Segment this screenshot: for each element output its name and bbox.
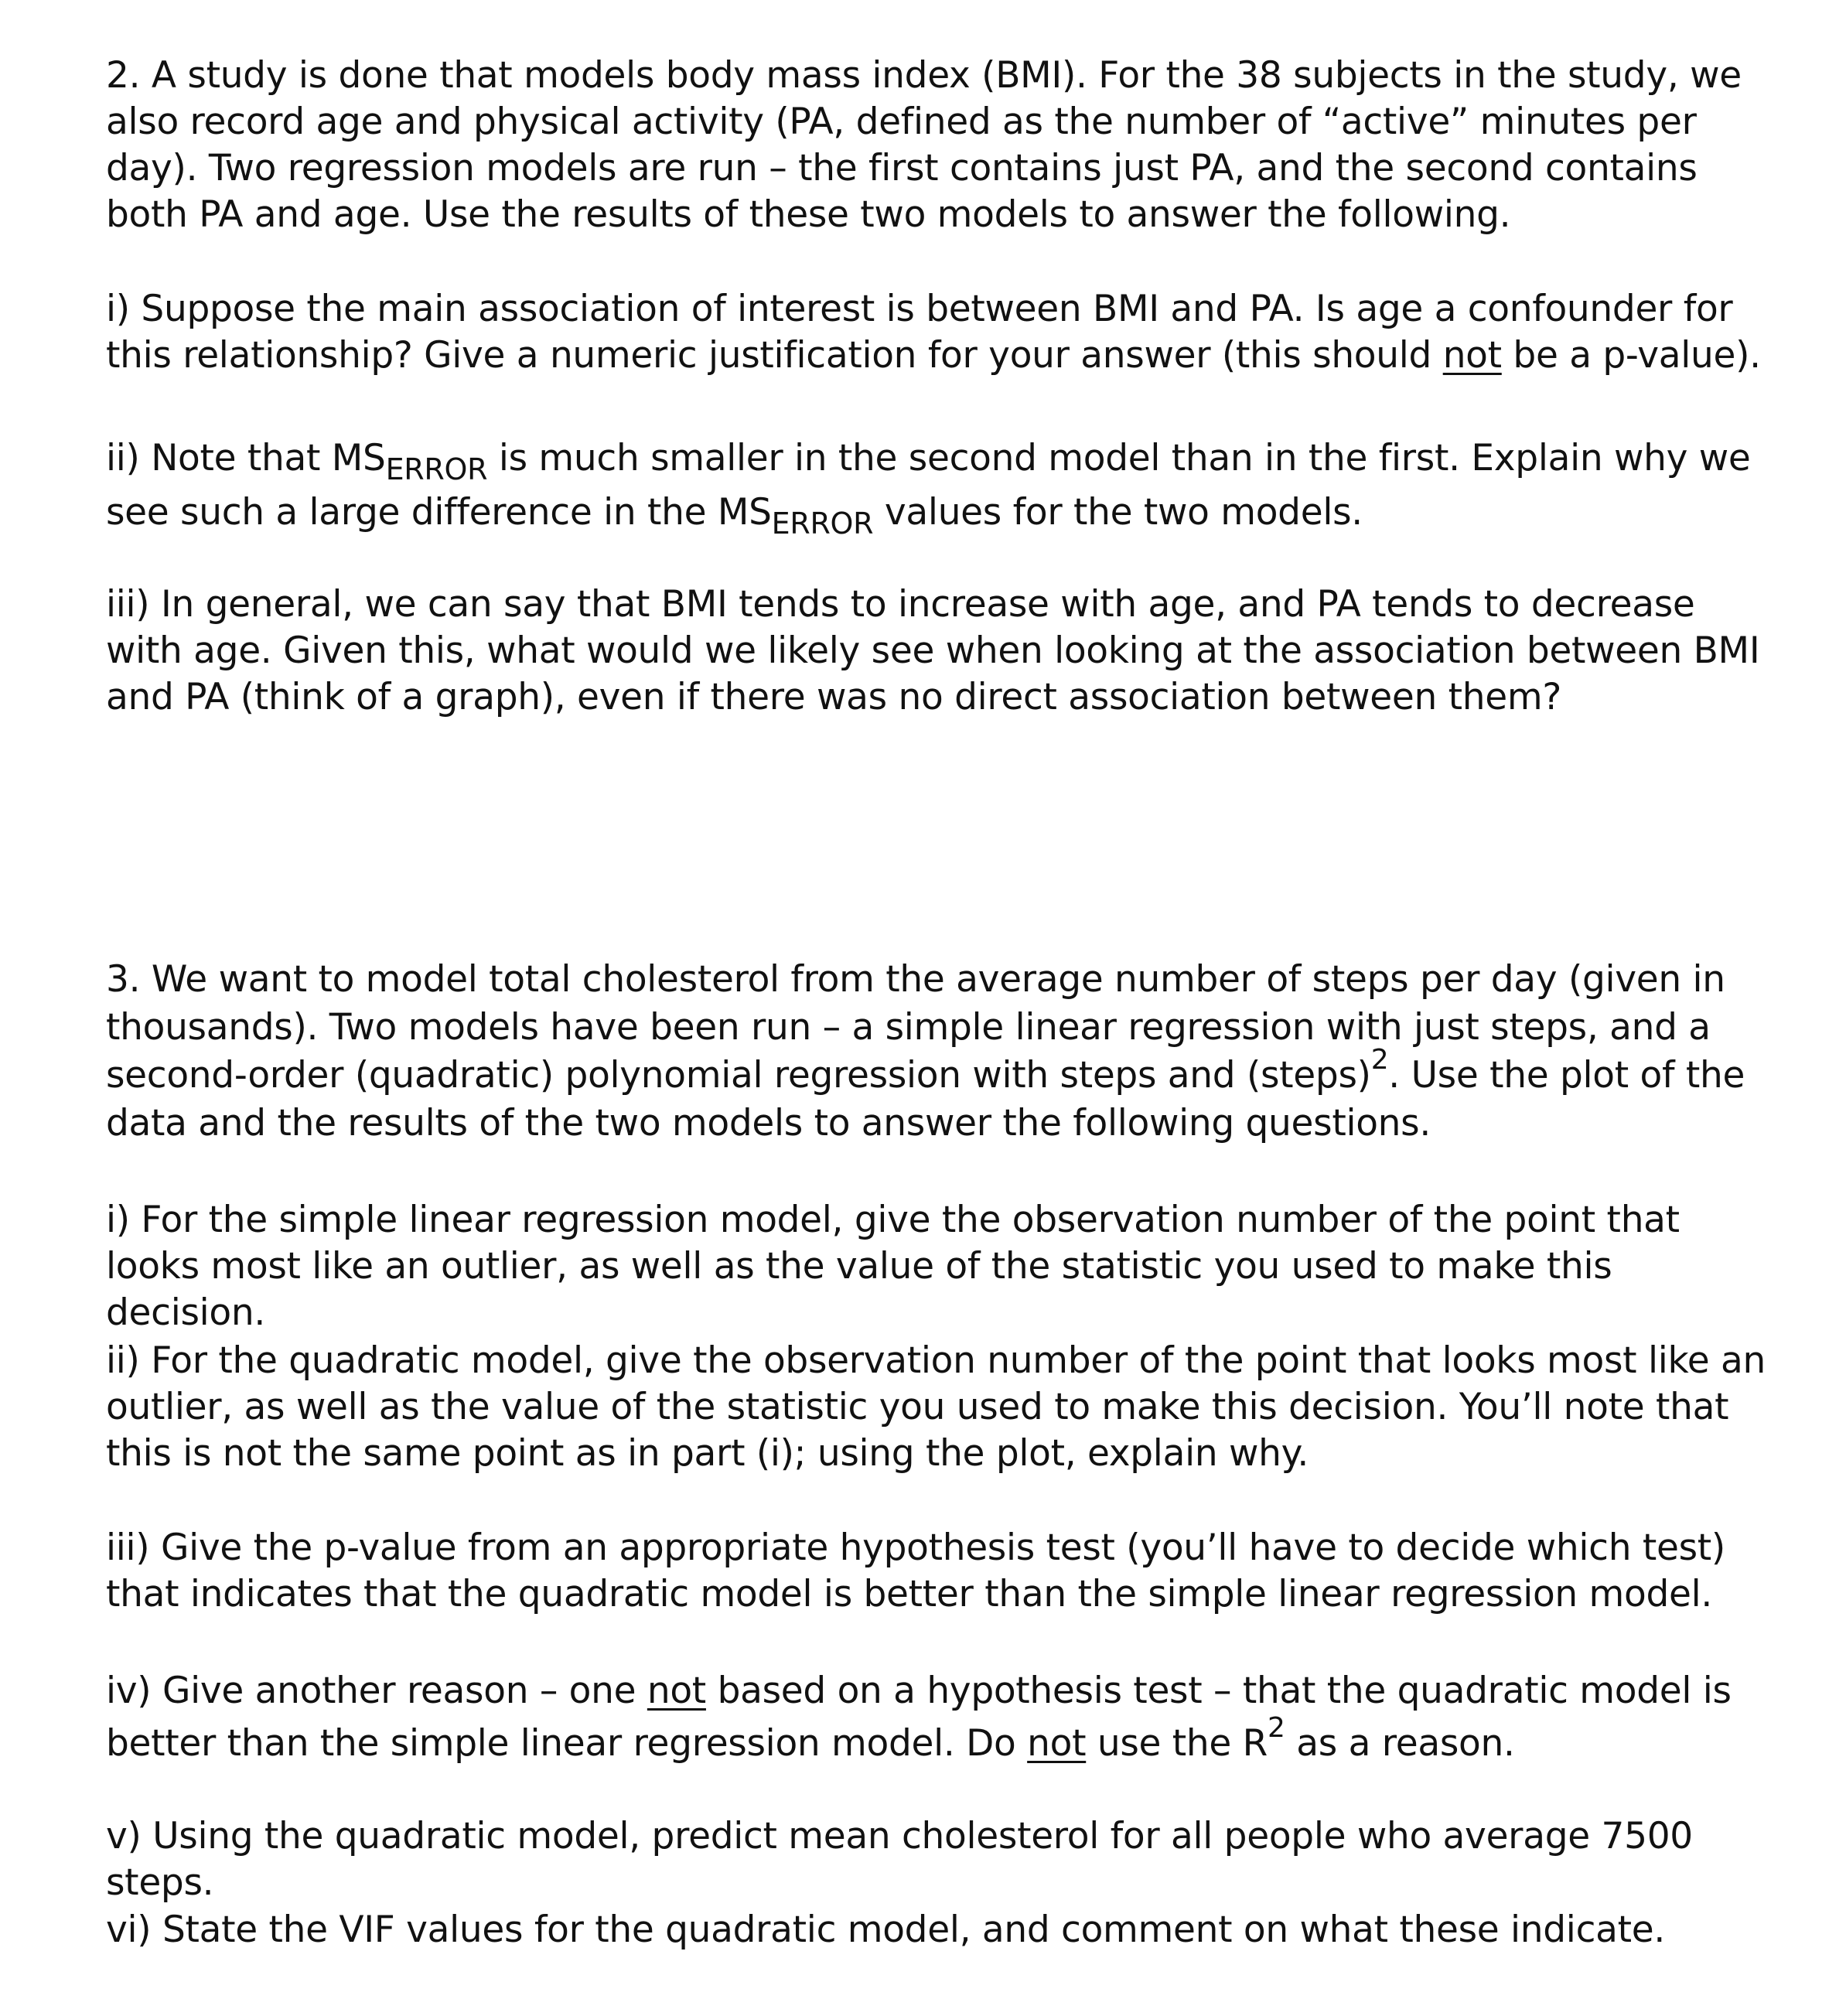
question-number: 2. <box>106 54 141 97</box>
question-3-part-v: v) Using the quadratic model, predict mean cholesterol for all people who average 7500 steps. <box>106 1815 1693 1904</box>
question-2-part-i: i) Suppose the main association of interest is between BMI and PA. Is age a confounder for this relationship? Give a numeric justification for your answer (this should not be a p-value). <box>106 288 1761 377</box>
question-text: A study is done that models body mass index (BMI). For the 38 subjects in the study, we also record age and physical activity (PA, defined as the number of “active” minutes per day). Two regression models are run – the first contains just PA, and the second contains both PA and age. Use the results of these two models to answer the following. <box>106 54 1742 236</box>
question-2-intro <box>106 53 1769 238</box>
question-2-part-ii: ii) Note that $MS_{ERROR}$ is much smaller in the second model than in the first. Explain why we see such a large difference in the $MS_{ERROR}$ values for the two models. <box>106 437 1751 541</box>
underlined-word: not <box>1027 1722 1087 1765</box>
superscript: 2 <box>1370 1044 1389 1076</box>
question-3-part-i: i) For the simple linear regression model, give the observation number of the point that looks most like an outlier, as well as the value of the statistic you used to make this decision. <box>106 1199 1680 1334</box>
question-3-part-iii: iii) Give the p-value from an appropriate hypothesis test (you’ll have to decide which test) that indicates that the quadratic model is better than the simple linear regression model. <box>106 1526 1725 1615</box>
superscript: 2 <box>1268 1712 1285 1744</box>
subscript: ERROR <box>385 452 488 486</box>
question-number: 3. <box>106 958 141 1001</box>
underlined-word: not <box>1442 334 1502 377</box>
subscript: ERROR <box>771 507 874 541</box>
question-3-part-vi: vi) State the VIF values for the quadratic model, and comment on what these indicate. <box>106 1909 1665 1951</box>
question-3-intro: 3. We want to model total cholesterol from the average number of steps per day (given in thousands). Two models have been run – a simple linear regression with just steps, and a second-order (quadratic) polynomial regression with steps and (steps)$^2$. Use the plot of the data and the results of the two models to answer the following questions. <box>106 958 1745 1144</box>
underlined-word: not <box>647 1670 706 1712</box>
question-3-part-iv: iv) Give another reason – one not based on a hypothesis test – that the quadratic model is better than the simple linear regression model. Do not use the $R^2$ as a reason. <box>106 1670 1732 1765</box>
question-2-part-iii: iii) In general, we can say that BMI tends to increase with age, and PA tends to decrease with age. Given this, what would we likely see when looking at the association between BMI and PA (think of a graph), even if there was no direct association between them? <box>106 583 1760 718</box>
question-3-part-ii: ii) For the quadratic model, give the observation number of the point that looks most like an outlier, as well as the value of the statistic you used to make this decision. You’ll note that this is not the same point as in part (i); using the plot, explain why. <box>106 1339 1766 1475</box>
